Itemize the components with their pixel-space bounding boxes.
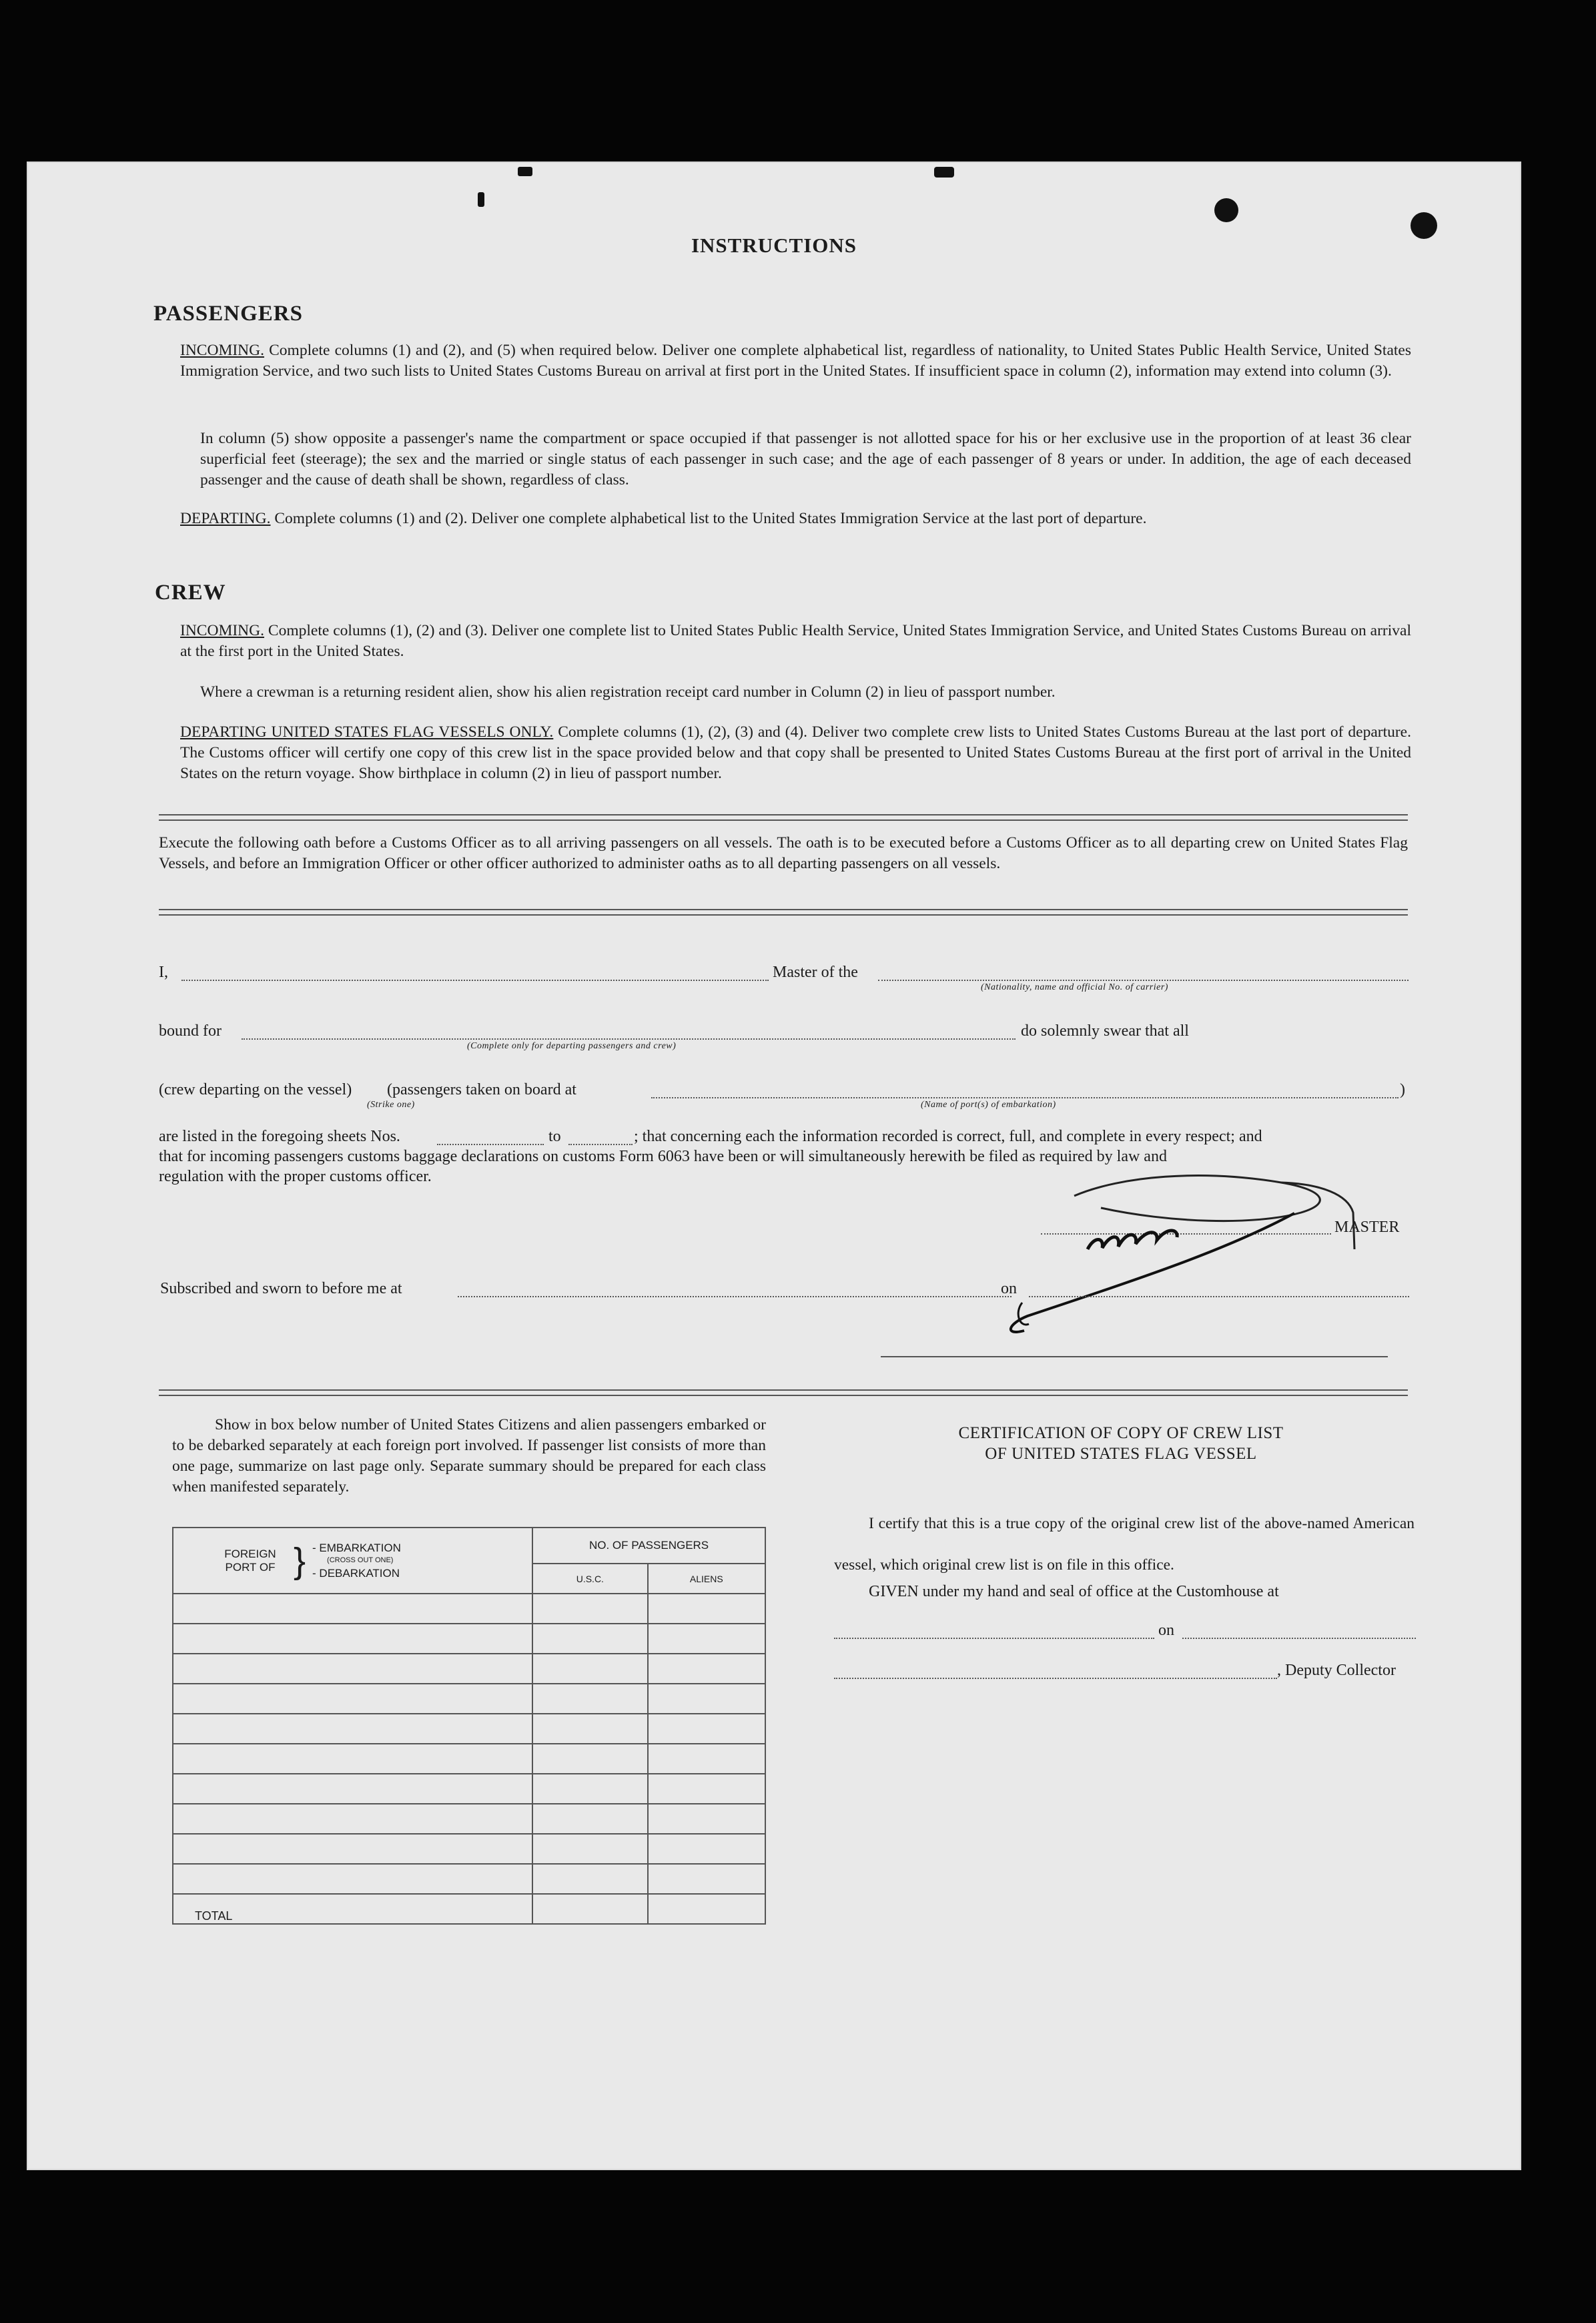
usc-cell[interactable] <box>532 1744 647 1774</box>
aliens-cell[interactable] <box>648 1654 765 1684</box>
aliens-cell[interactable] <box>648 1864 765 1894</box>
officer-signature-field[interactable] <box>881 1356 1388 1357</box>
listed-text-a: are listed in the foregoing sheets Nos. <box>159 1128 400 1145</box>
total-row <box>173 1894 765 1924</box>
port-cell[interactable] <box>173 1864 532 1894</box>
given-under-hand-text: GIVEN under my hand and seal of office at the Customhouse at <box>869 1583 1279 1600</box>
master-signature <box>987 1149 1415 1469</box>
speck-mark <box>934 167 954 178</box>
crew-heading: CREW <box>155 581 226 605</box>
usc-cell[interactable] <box>532 1864 647 1894</box>
oath-instructions: Execute the following oath before a Customs Officer as to all arriving passengers on all vessels. The oath is to be executed before a Customs Officer as to all departing crew on United States Flag Vessels, and before an Immigration Officer or other officer authorized to administer oaths as to all departing passengers on all vessels. <box>159 834 1408 872</box>
passengers-incoming-text: Complete columns (1) and (2), and (5) when required below. Deliver one complete alphabetical list, regardless of nationality, to United States Public Health Service, United States Immigration Service, and two such lists to United States Customs Bureau on arrival at first port in the United States. If insufficient space in column (2), information may extend into column (3). <box>180 342 1411 380</box>
usc-cell[interactable] <box>532 1804 647 1834</box>
brace-glyph: } <box>294 1540 306 1581</box>
foreign-port-label: FOREIGN PORT OF <box>224 1547 276 1574</box>
certification-date-field[interactable] <box>1182 1638 1416 1639</box>
master-label: MASTER <box>1334 1219 1400 1236</box>
speck-mark <box>518 167 532 176</box>
port-cell[interactable] <box>173 1774 532 1804</box>
port-cell[interactable] <box>173 1654 532 1684</box>
table-row <box>173 1654 765 1684</box>
usc-cell[interactable] <box>532 1624 647 1654</box>
crew-resident-paragraph: Where a crewman is a returning resident alien, show his alien registration receipt card number in Column (2) in lieu of passport number. <box>200 683 1056 701</box>
port-cell[interactable] <box>173 1684 532 1714</box>
passengers-departing-label: DEPARTING. <box>180 510 271 527</box>
subscribed-label: Subscribed and sworn to before me at <box>160 1280 402 1297</box>
aliens-cell[interactable] <box>648 1804 765 1834</box>
passengers-departing-text: Complete columns (1) and (2). Deliver one complete alphabetical list to the United States Immigration Service at the last port of departure. <box>270 510 1147 527</box>
port-cell[interactable] <box>173 1744 532 1774</box>
crew-departing-label: DEPARTING UNITED STATES FLAG VESSELS ONLY. <box>180 723 554 741</box>
table-row <box>173 1774 765 1804</box>
table-row <box>173 1714 765 1744</box>
usc-cell[interactable] <box>532 1654 647 1684</box>
carrier-field[interactable] <box>878 980 1409 981</box>
oath-i-label: I, <box>159 964 168 981</box>
section-divider <box>159 909 1408 916</box>
section-divider <box>159 814 1408 821</box>
aliens-header: ALIENS <box>648 1564 765 1594</box>
port-cell[interactable] <box>173 1594 532 1624</box>
sworn-place-field[interactable] <box>458 1296 1012 1297</box>
form-page <box>27 161 1521 2170</box>
aliens-cell[interactable] <box>648 1714 765 1744</box>
passengers-incoming-paragraph <box>180 340 1411 382</box>
usc-cell[interactable] <box>532 1594 647 1624</box>
aliens-cell[interactable] <box>648 1834 765 1864</box>
deputy-collector-field[interactable] <box>834 1678 1277 1679</box>
listed-text-c: that for incoming passengers customs baggage declarations on customs Form 6063 have been or will simultaneously herewith be filed as required by law and <box>159 1148 1167 1165</box>
table-row <box>173 1744 765 1774</box>
strike-one-caption: (Strike one) <box>367 1100 415 1110</box>
close-paren: ) <box>1400 1081 1405 1098</box>
table-row <box>173 1624 765 1654</box>
crew-departing-text: Complete columns (1), (2), (3) and (4). Deliver two complete crew lists to United States Customs Bureau at the last port of departure. The Customs officer will certify one copy of this crew list in the space provided below and that copy shall be presented to United States Customs Bureau at the first port of arrival in the United States on the return voyage. Show birthplace in column (2) in lieu of passport number. <box>180 723 1411 782</box>
certification-on-label: on <box>1158 1622 1174 1639</box>
sworn-date-field[interactable] <box>1029 1296 1409 1297</box>
crew-departing-option[interactable]: (crew departing on the vessel) <box>159 1081 352 1098</box>
passengers-departing-paragraph <box>180 509 1411 529</box>
no-of-passengers-header: NO. OF PASSENGERS <box>532 1528 765 1564</box>
total-label-cell <box>173 1894 532 1924</box>
certification-title-line1: CERTIFICATION OF COPY OF CREW LIST <box>958 1424 1284 1442</box>
usc-header: U.S.C. <box>532 1564 647 1594</box>
sheet-to-field[interactable] <box>568 1144 633 1145</box>
speck-mark <box>478 192 484 207</box>
table-row <box>173 1594 765 1624</box>
usc-cell[interactable] <box>532 1834 647 1864</box>
deputy-collector-label: , Deputy Collector <box>1277 1662 1396 1679</box>
sheet-from-field[interactable] <box>437 1144 544 1145</box>
carrier-caption: (Nationality, name and official No. of carrier) <box>981 982 1168 992</box>
bound-for-label: bound for <box>159 1022 222 1040</box>
aliens-cell[interactable] <box>648 1624 765 1654</box>
customhouse-field[interactable] <box>834 1638 1154 1639</box>
embarkation-port-field[interactable] <box>651 1097 1399 1098</box>
certification-statement: I certify that this is a true copy of the original crew list of the above-named American vessel, which original crew list is on file in this office. <box>834 1515 1415 1574</box>
aliens-cell[interactable] <box>648 1774 765 1804</box>
total-usc-cell[interactable] <box>532 1894 647 1924</box>
passengers-incoming-label: INCOMING. <box>180 342 264 359</box>
master-of-label: Master of the <box>773 964 858 981</box>
bound-for-caption: (Complete only for departing passengers and crew) <box>467 1041 677 1051</box>
table-row <box>173 1684 765 1714</box>
port-header-cell <box>173 1528 532 1594</box>
punch-hole-mark <box>1214 198 1238 222</box>
aliens-cell[interactable] <box>648 1744 765 1774</box>
usc-cell[interactable] <box>532 1714 647 1744</box>
passengers-heading: PASSENGERS <box>153 302 303 326</box>
crew-incoming-paragraph <box>180 621 1411 662</box>
listed-to-label: to <box>548 1128 561 1145</box>
usc-cell[interactable] <box>532 1774 647 1804</box>
debarkation-label[interactable]: - DEBARKATION <box>312 1567 400 1580</box>
aliens-cell[interactable] <box>648 1684 765 1714</box>
passengers-column5-paragraph: In column (5) show opposite a passenger's name the compartment or space occupied if that passenger is not allotted space for his or her exclusive use in the proportion of at least 36 clear superficial feet (steerage); the sex and the married or single status of each passenger in such case; and the age of each passenger of 8 years or under. In addition, the age of each deceased passenger and the cause of death shall be shown, regardless of class. <box>200 430 1411 488</box>
crew-departing-paragraph <box>180 722 1411 784</box>
table-row <box>173 1804 765 1834</box>
port-cell[interactable] <box>173 1834 532 1864</box>
page-title: INSTRUCTIONS <box>691 234 857 257</box>
port-cell[interactable] <box>173 1624 532 1654</box>
solemnly-swear-text: do solemnly swear that all <box>1021 1022 1189 1040</box>
embarkation-label[interactable]: - EMBARKATION <box>312 1542 401 1554</box>
master-name-field[interactable] <box>181 980 769 981</box>
sworn-on-label: on <box>1001 1280 1017 1297</box>
listed-text-d: regulation with the proper customs officer. <box>159 1168 432 1185</box>
crew-incoming-text: Complete columns (1), (2) and (3). Deliver one complete list to United States Public Health Service, United States Immigration Service, and United States Customs Bureau on arrival at the first port in the United States. <box>180 622 1411 660</box>
embarkation-port-caption: (Name of port(s) of embarkation) <box>921 1100 1056 1110</box>
passenger-summary-table <box>172 1527 766 1925</box>
aliens-cell[interactable] <box>648 1594 765 1624</box>
listed-text-b: ; that concerning each the information recorded is correct, full, and complete in every respect; and <box>634 1128 1262 1145</box>
certification-title-line2: OF UNITED STATES FLAG VESSEL <box>985 1445 1257 1463</box>
section-divider <box>159 1389 1408 1396</box>
table-row <box>173 1864 765 1894</box>
certification-title <box>827 1423 1415 1464</box>
port-cell[interactable] <box>173 1714 532 1744</box>
passengers-taken-option[interactable]: (passengers taken on board at <box>387 1081 576 1098</box>
table-row <box>173 1834 765 1864</box>
summary-instructions: Show in box below number of United States Citizens and alien passengers embarked or to be debarked separately at each foreign port involved. If passenger list consists of more than one page, summarize on last page only. Separate summary should be prepared for each class when manifested separately. <box>172 1416 766 1496</box>
total-aliens-cell[interactable] <box>648 1894 765 1924</box>
bound-for-field[interactable] <box>242 1038 1016 1040</box>
crew-incoming-label: INCOMING. <box>180 622 264 639</box>
port-cell[interactable] <box>173 1804 532 1834</box>
usc-cell[interactable] <box>532 1684 647 1714</box>
cross-out-label: (CROSS OUT ONE) <box>327 1556 394 1564</box>
total-label: TOTAL <box>195 1909 233 1923</box>
